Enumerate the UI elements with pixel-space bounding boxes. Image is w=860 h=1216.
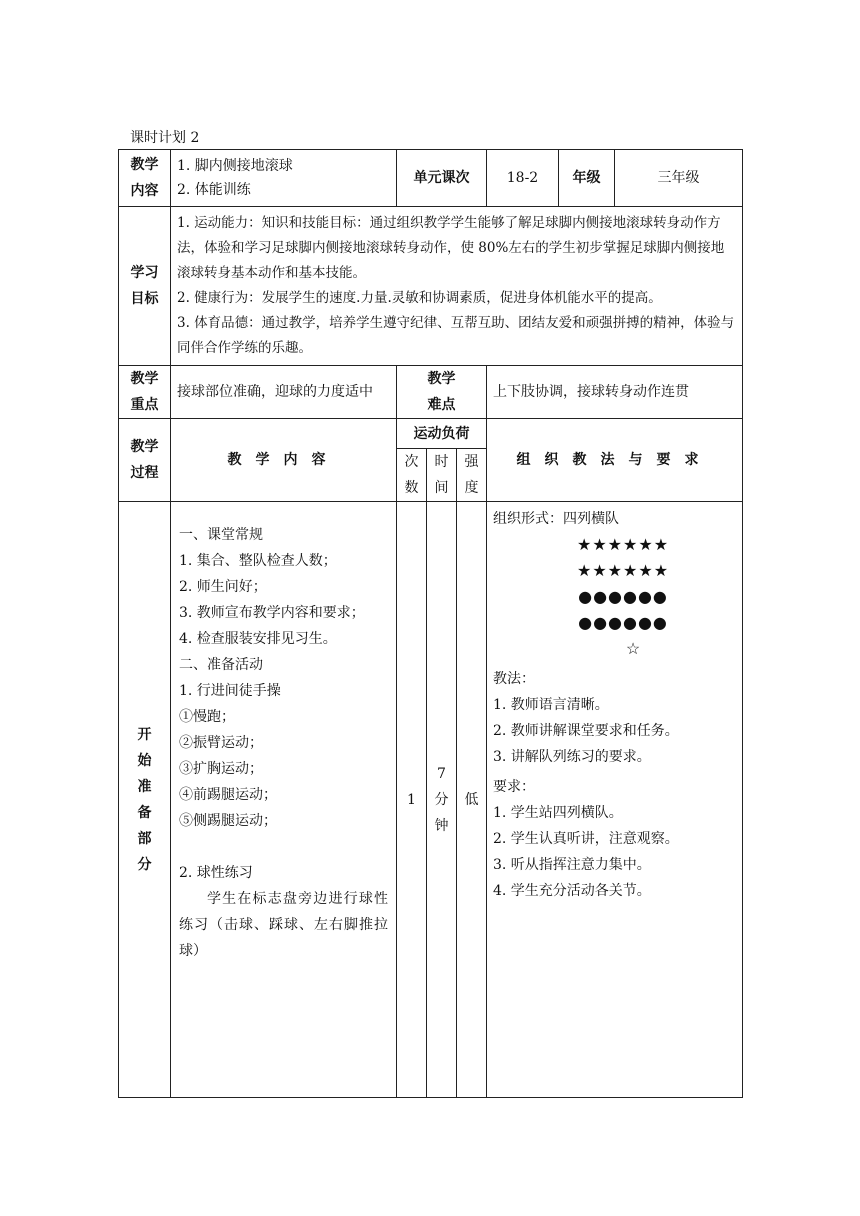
content-line: ④前踢腿运动； — [179, 787, 277, 803]
objective-item: 2. 健康行为：发展学生的速度.力量.灵敏和协调素质，促进身体机能水平的提高。 — [177, 290, 662, 306]
unit-label: 单元课次 — [397, 150, 487, 207]
org-methods — [487, 502, 743, 1098]
content-value: 1. 脚内侧接地滚球 2. 体能训练 — [171, 150, 397, 207]
keypoints-row — [119, 366, 743, 419]
teacher-mark: ☆ — [625, 639, 641, 658]
objectives-row — [119, 207, 743, 366]
content-line: 2. 球性练习 — [179, 865, 253, 881]
content-label: 教学 内容 — [119, 150, 171, 207]
requirement-item: 1. 学生站四列横队。 — [493, 805, 623, 821]
intensity-header: 强 度 — [457, 449, 487, 502]
content-line: ①慢跑； — [179, 709, 235, 725]
lesson-plan-table — [118, 149, 743, 1098]
count-header: 次 数 — [397, 449, 427, 502]
objective-item: 1. 运动能力：知识和技能目标：通过组织教学学生能够了解足球脚内侧接地滚球转身动作方法，体验和学习足球脚内侧接地滚球转身动作，使 80%左右的学生初步掌握足球脚内侧接地滚球转身基本动作和基本技能。 — [177, 215, 725, 281]
unit-value: 18-2 — [487, 150, 559, 207]
content-line: 一、课堂常规 — [179, 527, 263, 543]
time-header: 时 间 — [427, 449, 457, 502]
content-line: 1. 行进间徒手操 — [179, 683, 281, 699]
objectives-label: 学习 目标 — [119, 207, 171, 366]
section-label: 开 始 准 备 部 分 — [119, 502, 171, 1098]
formation-row: ●●●●●● — [578, 613, 668, 632]
process-header-row — [119, 419, 743, 449]
requirement-item: 2. 学生认真听讲，注意观察。 — [493, 831, 679, 847]
content-line: 3. 教师宣布教学内容和要求； — [179, 605, 365, 621]
org-form: 组织形式：四列横队 — [493, 511, 619, 527]
grade-label: 年级 — [559, 150, 615, 207]
requirements-label: 要求： — [493, 779, 535, 795]
formation-row: ★★★★★★ — [576, 561, 670, 580]
content-line — [179, 834, 388, 860]
method-item: 1. 教师语言清晰。 — [493, 697, 609, 713]
formation-diagram — [533, 532, 693, 662]
keypoints-value: 接球部位准确，迎球的力度适中 — [171, 366, 397, 419]
content-line: 4. 检查服装安排见习生。 — [179, 631, 337, 647]
content-header: 教学内容 — [171, 419, 397, 502]
method-item: 2. 教师讲解课堂要求和任务。 — [493, 723, 679, 739]
intensity-value: 低 — [457, 502, 487, 1098]
objective-item: 3. 体育品德：通过教学，培养学生遵守纪律、互帮互助、团结友爱和顽强拼搏的精神，体验与同伴合作学练的乐趣。 — [177, 315, 735, 356]
content-line: ②振臂运动； — [179, 735, 263, 751]
requirement-item: 3. 听从指挥注意力集中。 — [493, 857, 651, 873]
requirement-item: 4. 学生充分活动各关节。 — [493, 883, 651, 899]
count-value: 1 — [397, 502, 427, 1098]
content-paragraph: 学生在标志盘旁边进行球性练习（击球、踩球、左右脚推拉球） — [179, 891, 388, 959]
objectives-text — [171, 207, 743, 366]
section-content — [171, 502, 397, 1098]
methods-label: 教法： — [493, 671, 535, 687]
content-line: ③扩胸运动； — [179, 761, 263, 777]
content-line: ⑤侧踢腿运动； — [179, 813, 277, 829]
difficulty-label: 教学 难点 — [397, 366, 487, 419]
formation-row: ●●●●●● — [578, 587, 668, 606]
formation-row: ★★★★★★ — [576, 535, 670, 554]
load-header: 运动负荷 — [397, 419, 487, 449]
content-line: 1. 集合、整队检查人数； — [179, 553, 337, 569]
method-item: 3. 讲解队列练习的要求。 — [493, 749, 651, 765]
org-header: 组织教法与要求 — [487, 419, 743, 502]
difficulty-value: 上下肢协调，接球转身动作连贯 — [487, 366, 743, 419]
keypoints-label: 教学 重点 — [119, 366, 171, 419]
grade-value: 三年级 — [615, 150, 743, 207]
page-title: 课时计划 2 — [130, 130, 200, 146]
content-line: 2. 师生问好； — [179, 579, 267, 595]
process-label: 教学 过程 — [119, 419, 171, 502]
content-row — [119, 150, 743, 207]
start-section-row — [119, 502, 743, 1098]
time-value: 7 分 钟 — [427, 502, 457, 1098]
content-line: 二、准备活动 — [179, 657, 263, 673]
